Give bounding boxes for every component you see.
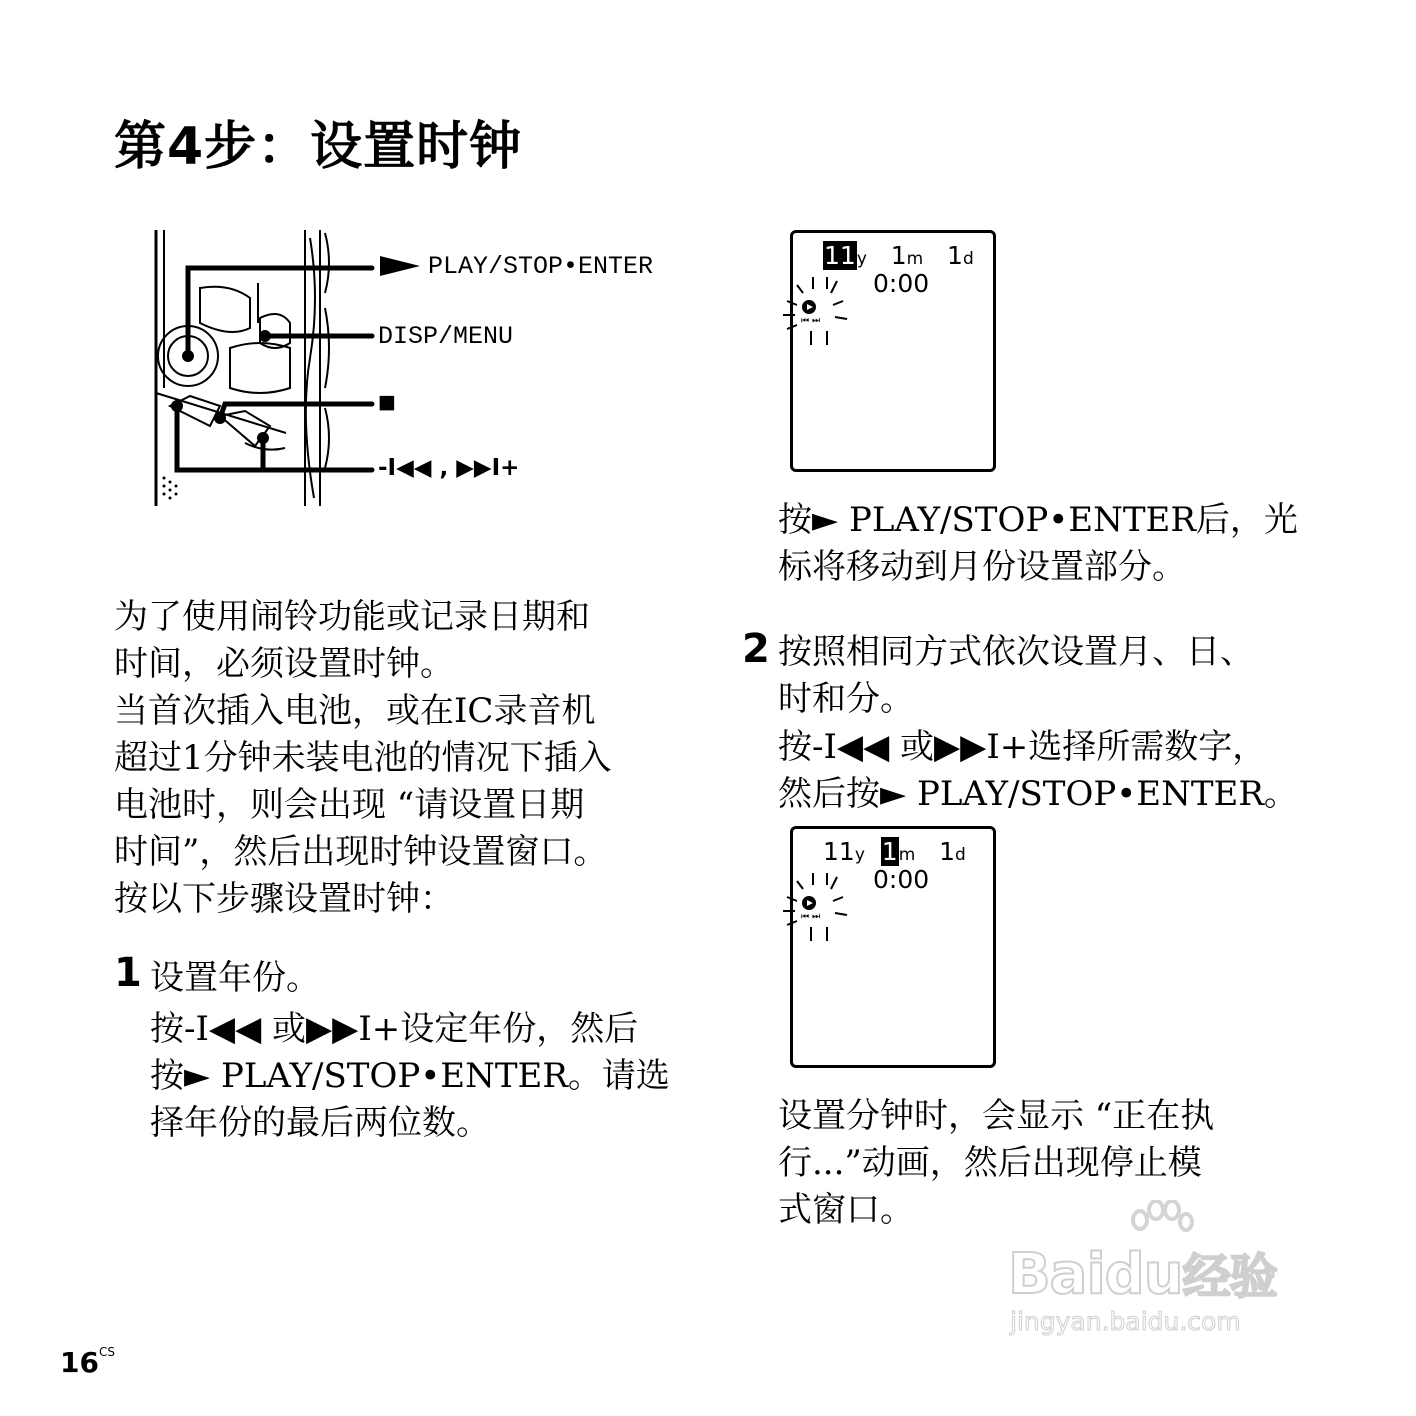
blinking-indicator-icon [775,273,865,353]
step-2-heading [778,629,1254,723]
label-skip: -I◀◀ , ▶▶I+ [378,455,520,481]
page-title: 第4步：设置时钟 [114,117,523,177]
after-lcd2-line: 设置分钟时，会显示 “正在执 [778,1096,1215,1136]
label-disp-menu: DISP/MENU [378,322,514,351]
lcd-time: 0:00 [873,269,930,298]
step-2-number: 2 [742,626,770,672]
step-2-line: 按-I◀◀ 或▶▶I+选择所需数字， [778,727,1267,767]
label-stop: ■ [378,388,397,422]
blinking-indicator-icon [775,869,865,949]
after-lcd1-line: 标将移动到月份设置部分。 [778,547,1186,587]
svg-text:⏮ ⏭: ⏮ ⏭ [801,912,821,922]
label-play-stop-enter: PLAY/STOP•ENTER [380,252,653,281]
step-2-line: 然后按► PLAY/STOP•ENTER。 [778,774,1298,814]
watermark-brand: Bai [1008,1242,1105,1307]
paw-icon [1126,1200,1196,1260]
lcd-year-cursor: 11 [824,241,856,270]
intro-line: 时间，必须设置时钟。 [114,644,454,684]
after-lcd1-line: 按► PLAY/STOP•ENTER后，光 [778,500,1298,540]
watermark-jingyan: 经验 [1182,1249,1277,1305]
intro-paragraph [114,594,612,923]
svg-text:⏮ ⏭: ⏮ ⏭ [801,316,821,326]
watermark-url: jingyan.baidu.com [1010,1307,1241,1336]
intro-line: 按以下步骤设置时钟： [114,879,454,919]
step-2-body [778,724,1298,818]
play-icon [380,256,420,276]
lcd-date-row: 11y 1m 1d [824,241,974,270]
step-1-line: 按► PLAY/STOP•ENTER。请选 [150,1056,670,1096]
step-1-number: 1 [114,950,142,996]
after-lcd2-line: 式窗口。 [778,1190,914,1230]
intro-line: 超过1分钟未装电池的情况下插入 [114,738,612,778]
after-lcd1-paragraph [778,497,1298,591]
lcd-month-cursor: 1 [881,837,898,866]
lcd-display-year [790,230,996,472]
after-lcd2-line: 行...”动画，然后出现停止模 [778,1143,1202,1183]
page-number: $16^{CS}$ [60,1345,115,1379]
intro-line: 当首次插入电池，或在IC录音机 [114,691,596,731]
step-2-heading-line: 时和分。 [778,679,914,719]
lcd-display-month [790,826,996,1068]
intro-line: 为了使用闹铃功能或记录日期和 [114,597,590,637]
baidu-watermark [1008,1238,1277,1336]
intro-line: 时间”，然后出现时钟设置窗口。 [114,832,608,872]
step-1-body [150,1006,670,1147]
step-1-heading: 设置年份。 [150,958,320,998]
step-1-line: 按-I◀◀ 或▶▶I+设定年份，然后 [150,1009,639,1049]
step-2-heading-line: 按照相同方式依次设置月、日、 [778,632,1254,672]
lcd-date-row: 11y 1m 1d [823,837,966,866]
step-1-line: 择年份的最后两位数。 [150,1103,490,1143]
watermark-brand-du: du [1104,1242,1183,1307]
intro-line: 电池时，则会出现 “请设置日期 [114,785,585,825]
lcd-time: 0:00 [873,865,930,894]
